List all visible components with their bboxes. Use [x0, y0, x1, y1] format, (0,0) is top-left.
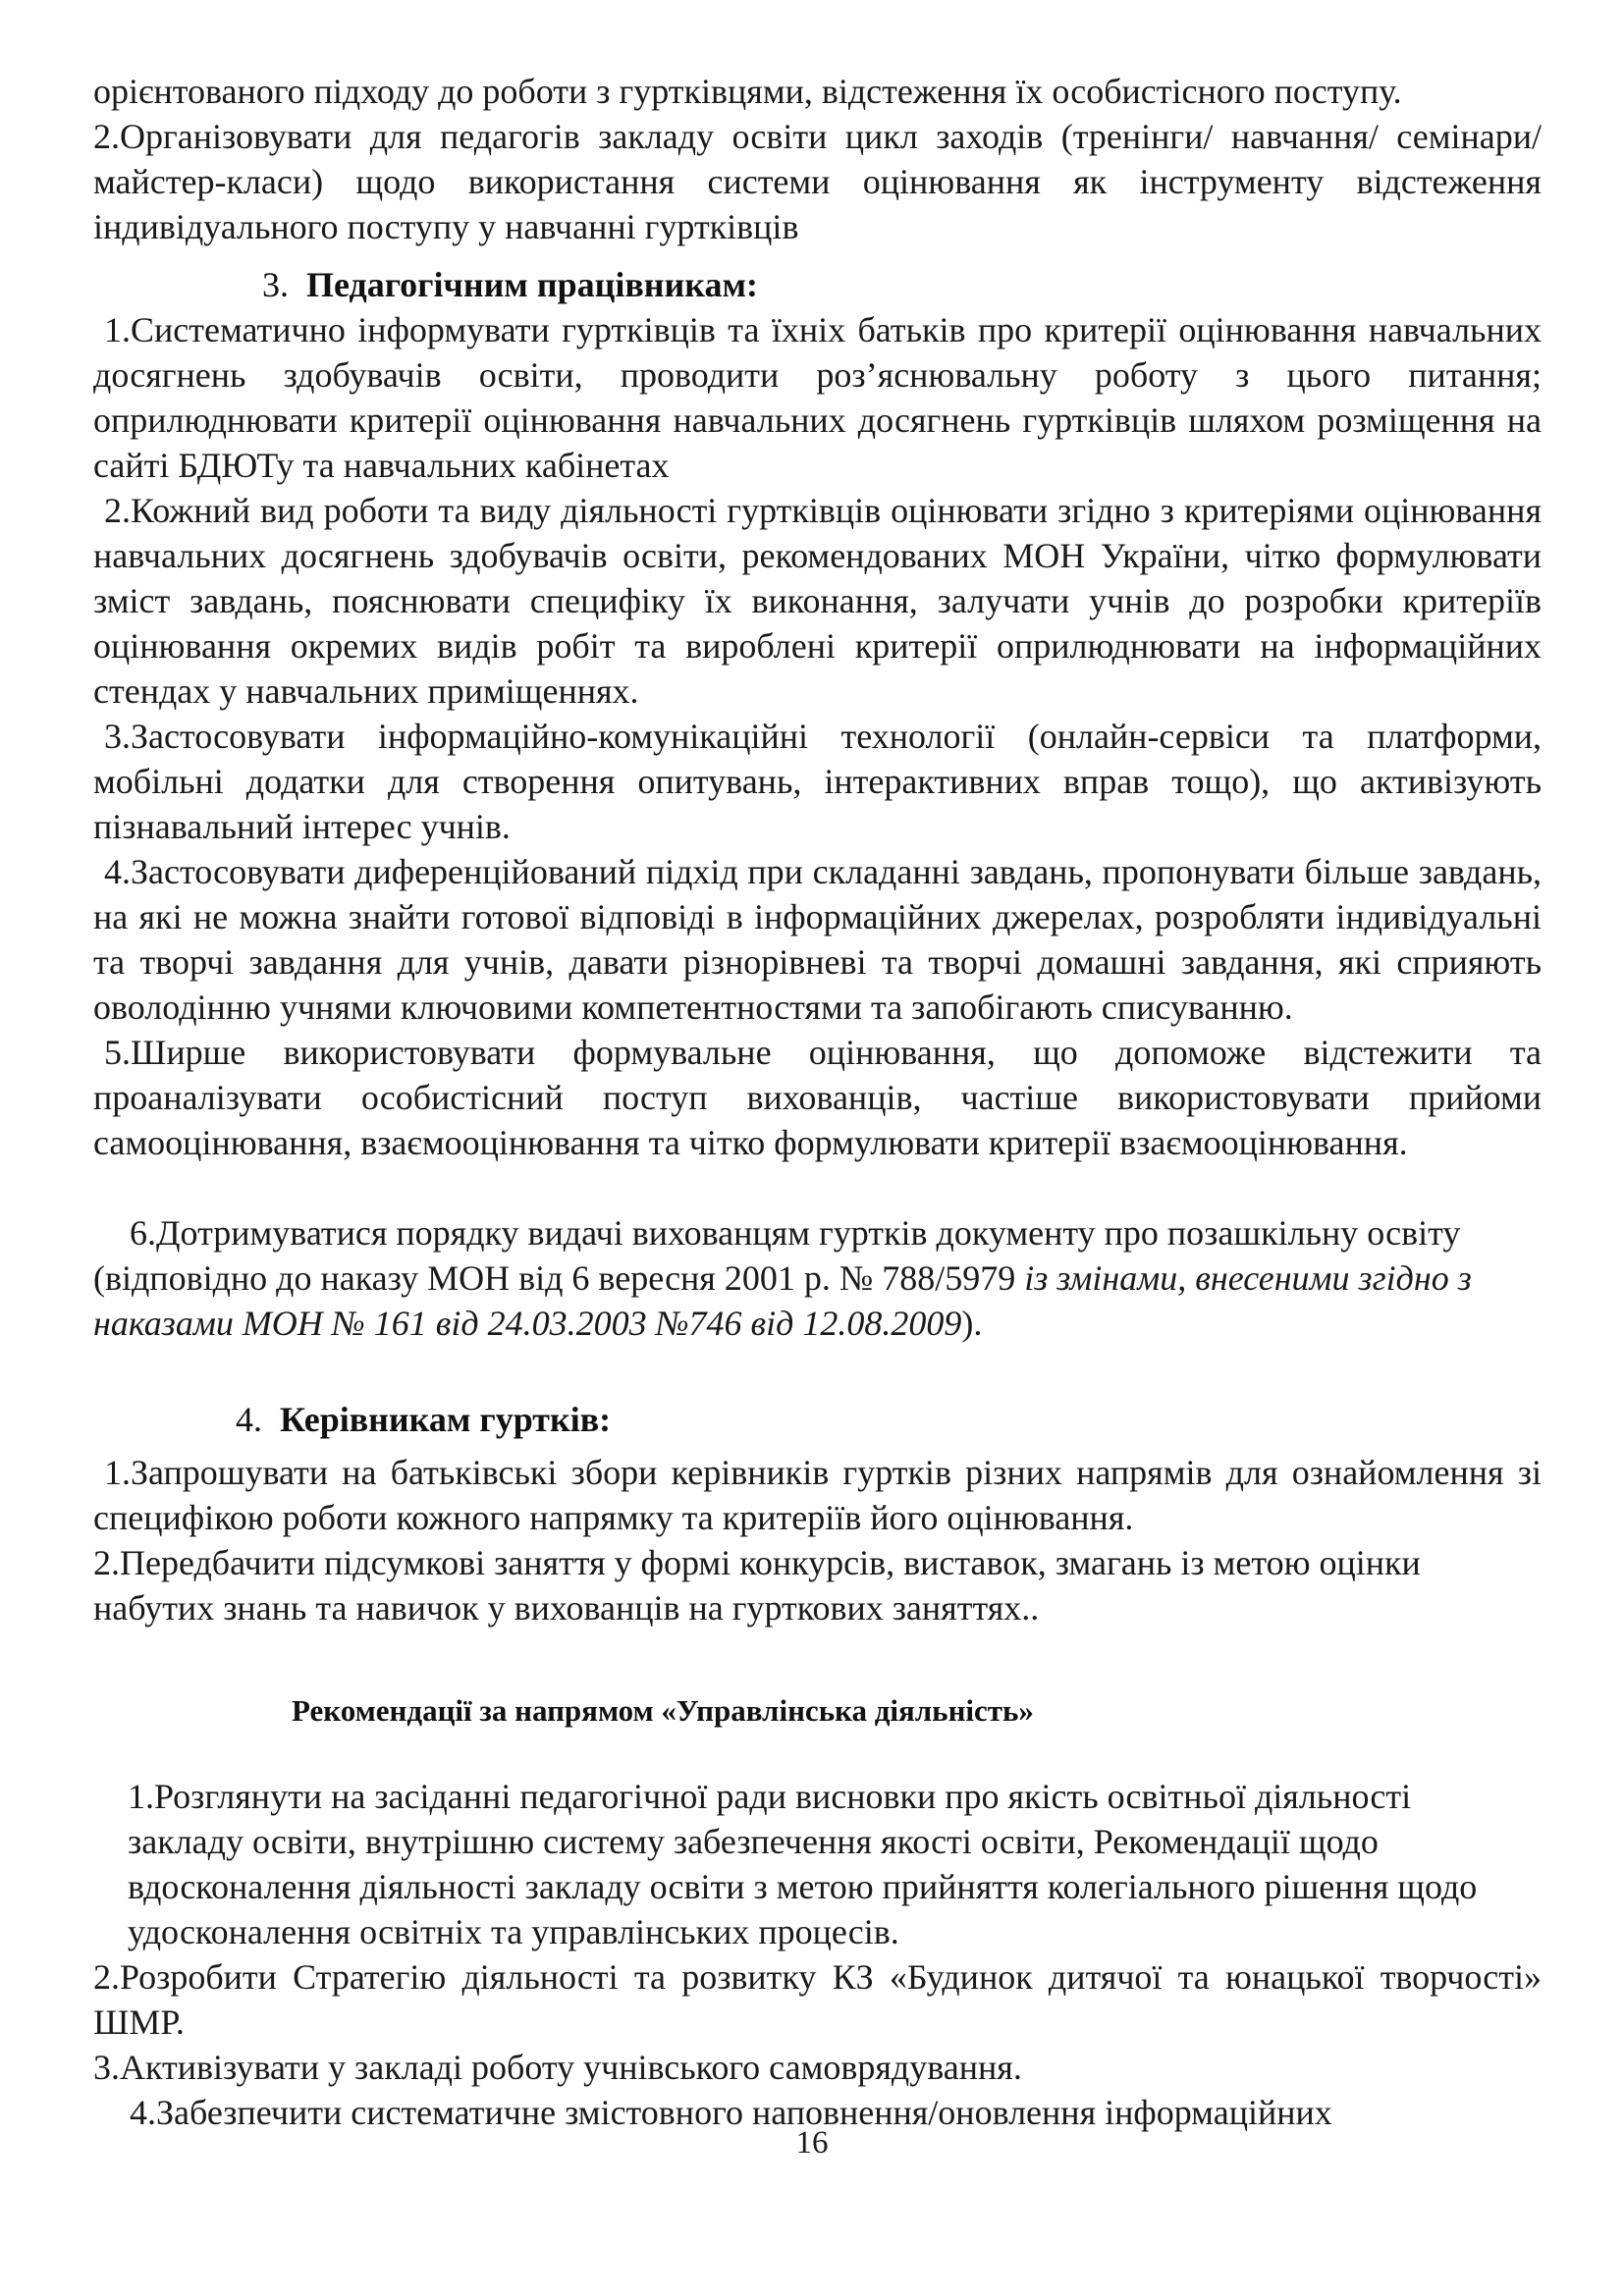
pedagogical-item-3: 3.Застосовувати інформаційно-комунікаційні технології (онлайн-сервіси та платформи, мобільні додатки для створення опитувань, інтерактивних вправ тощо), що активізують пізнавальний інтерес учнів. [93, 717, 1542, 846]
pedagogical-item-4: 4.Застосовувати диференційований підхід при складанні завдань, пропонувати більше завдань, на які не можна знайти готової відповіді в інформаційних джерелах, розробляти індивідуальні та творчі завдання для учнів, давати різнорівневі та творчі домашні завдання, які сприяють оволодінню учнями ключовими компетентностями та запобігають списуванню. [93, 852, 1542, 1027]
paragraph-continuation: орієнтованого підходу до роботи з гуртківцями, відстеження їх особистісного поступу. [93, 72, 1402, 111]
pedagogical-item-6 [93, 1210, 1542, 1346]
management-item-4: 4.Забезпечити систематичне змістовного наповнення/оновлення інформаційних [130, 2093, 1332, 2132]
management-item-3: 3.Активізувати у закладі роботу учнівського самоврядування. [93, 2048, 1022, 2087]
item-6-closing: ). [961, 1304, 983, 1343]
pedagogical-item-1: 1.Систематично інформувати гуртківців та їхніх батьків про критерії оцінювання навчальних досягнень здобувачів освіти, проводити роз’яснювальну роботу з цього питання; оприлюднювати критерії оцінювання навчальних досягнень гуртківців шляхом розміщення на сайті БДЮТу та навчальних кабінетах [93, 310, 1542, 485]
recommendations-section-heading: Рекомендації за напрямом «Управлінська діяльність» [292, 1693, 1034, 1728]
heading-number: 3. [262, 265, 289, 304]
pedagogical-item-5: 5.Ширше використовувати формувальне оцінювання, що допоможе відстежити та проаналізувати особистісний поступ вихованців, частіше використовувати прийоми самооцінювання, взаємооцінювання та чітко формулювати критерії взаємооцінювання. [93, 1033, 1542, 1162]
heading-title: Педагогічним працівникам: [306, 265, 758, 304]
page-number: 16 [795, 2125, 829, 2161]
club-leaders-item-1: 1.Запрошувати на батьківські збори керівників гуртків різних напрямів для ознайомлення зі специфікою роботи кожного напрямку та критеріїв його оцінювання. [93, 1453, 1542, 1537]
section-heading-pedagogical-staff [262, 262, 1542, 307]
heading-number: 4. [236, 1400, 262, 1439]
heading-title: Керівникам гуртків: [280, 1400, 612, 1439]
paragraph-organize-events: 2.Організовувати для педагогів закладу освіти цикл заходів (тренінги/ навчання/ семінари/ майстер-класи) щодо використання системи оцінювання як інструменту відстеження індивідуального поступу у навчанні гуртківців [93, 117, 1542, 246]
section-heading-club-leaders [236, 1397, 1542, 1442]
pedagogical-item-2: 2.Кожний вид роботи та виду діяльності гуртківців оцінювати згідно з критеріями оцінювання навчальних досягнень здобувачів освіти, рекомендованих МОН України, чітко формулювати зміст завдань, пояснювати специфіку їх виконання, залучати учнів до розробки критеріїв оцінювання окремих видів робіт та вироблені критерії оприлюднювати на інформаційних стендах у навчальних приміщеннях. [93, 491, 1542, 711]
item-6-text: 6.Дотримуватися порядку видачі вихованцям гуртків документу про позашкільну освіту (відповідно до наказу МОН від 6 вересня 2001 р. № 788/5979 [93, 1213, 1461, 1298]
item-6-legal-reference-italic: із змінами, внесеними згідно з наказами МОН № 161 від 24.03.2003 №746 від 12.08.2009 [93, 1258, 1472, 1343]
club-leaders-item-2: 2.Передбачити підсумкові заняття у формі конкурсів, виставок, змагань із метою оцінки набутих знань та навичок у вихованців на гурткових заняттях.. [93, 1543, 1421, 1628]
management-item-1: 1.Розглянути на засіданні педагогічної ради висновки про якість освітньої діяльності закладу освіти, внутрішню систему забезпечення якості освіти, Рекомендації щодо вдосконалення діяльності закладу освіти з метою прийняття колегіального рішення щодо удосконалення освітніх та управлінських процесів. [128, 1777, 1478, 1951]
management-item-2: 2.Розробити Стратегію діяльності та розвитку КЗ «Будинок дитячої та юнацької творчості» ШМР. [93, 1957, 1542, 2042]
